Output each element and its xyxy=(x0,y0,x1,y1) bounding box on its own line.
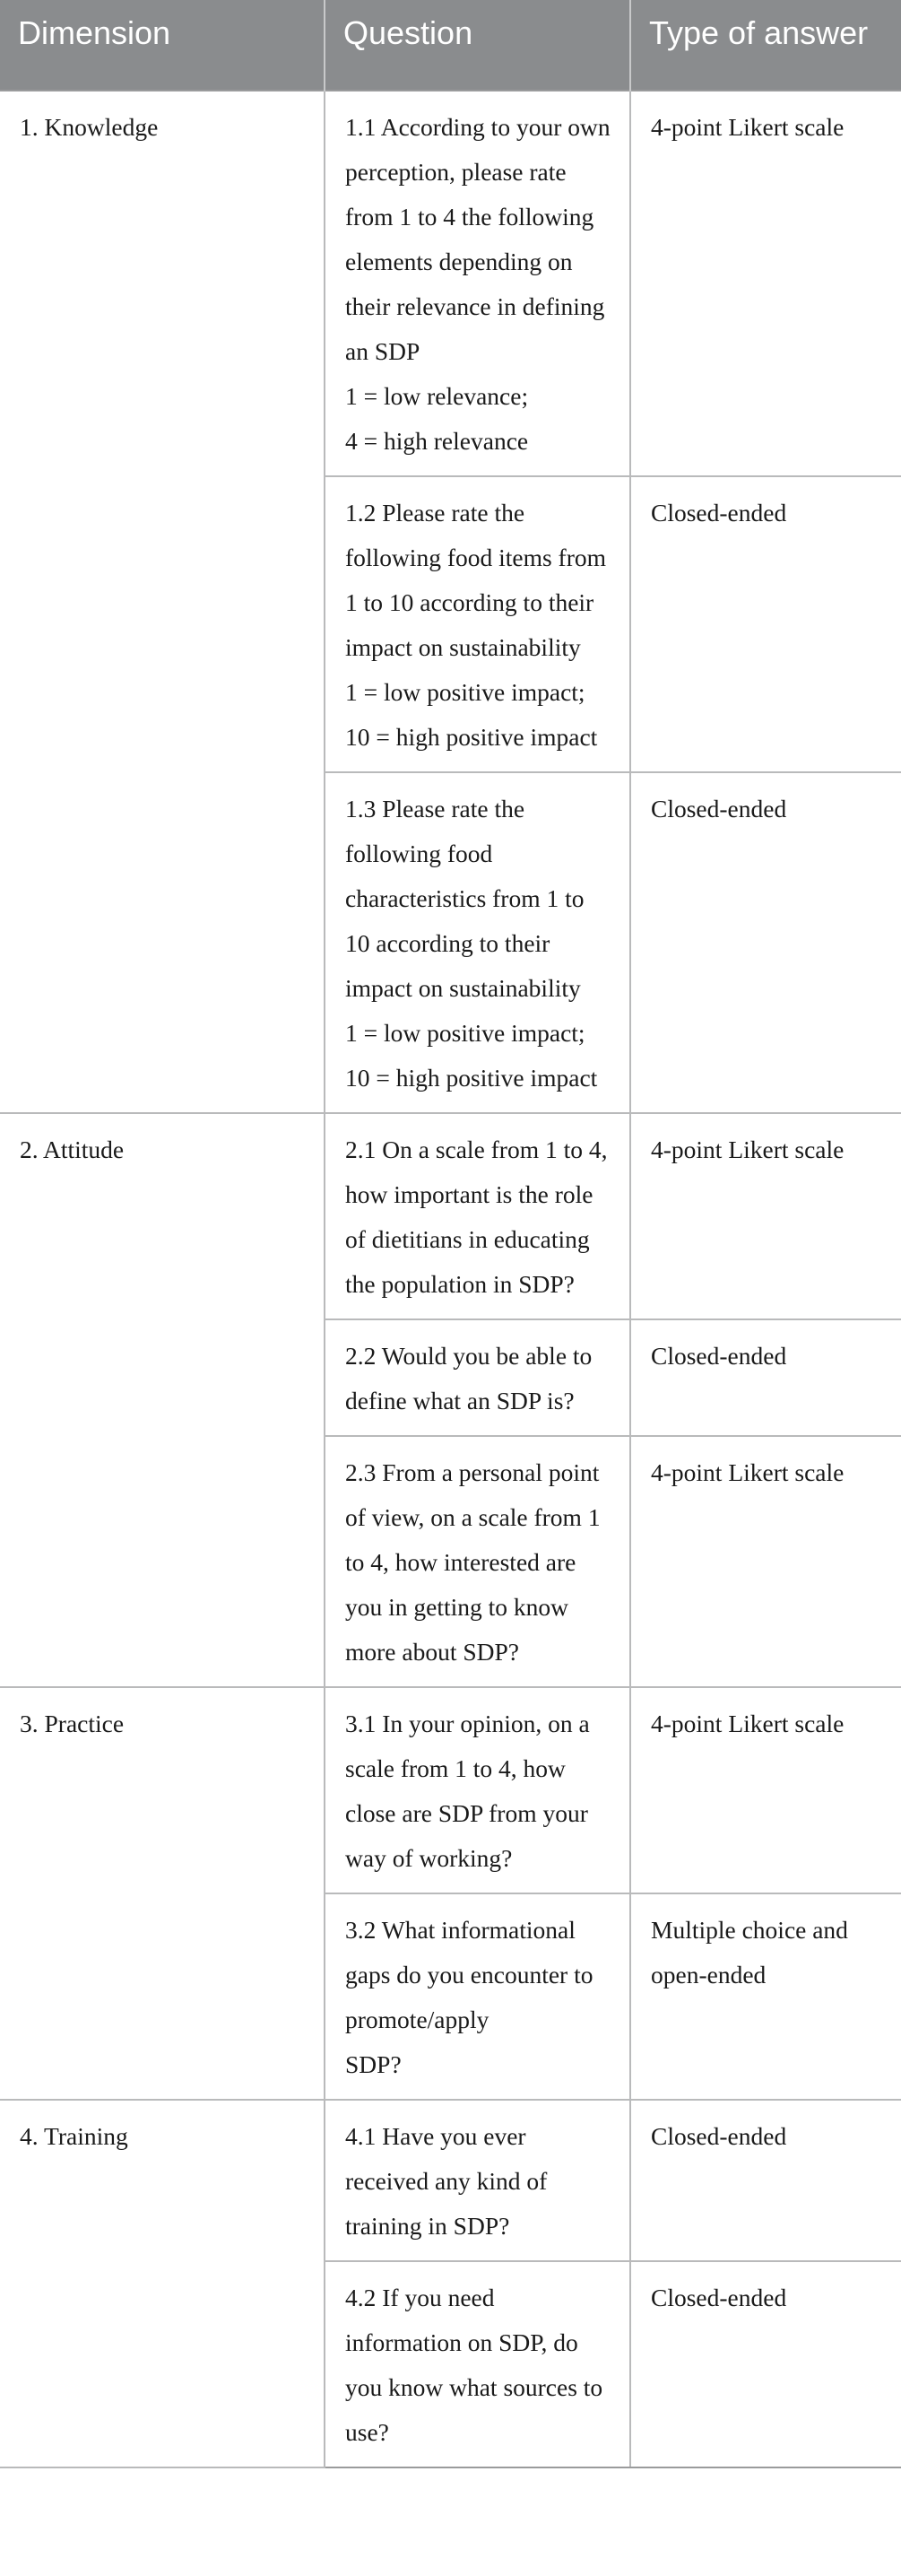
question-line: 2.3 From a personal point of view, on a scale from 1 to 4, how interested are you in getting to know more about SDP? xyxy=(345,1458,601,1666)
table-header xyxy=(0,0,901,91)
question-line: SDP? xyxy=(345,2050,402,2078)
question-line: 1 = low positive impact; xyxy=(345,1019,585,1047)
question-cell xyxy=(325,2261,630,2467)
question-cell xyxy=(325,1113,630,1319)
question-line: 4.2 If you need information on SDP, do you know what sources to use? xyxy=(345,2284,603,2446)
question-line: 1.1 According to your own perception, please rate from 1 to 4 the following elements depending on their relevance in defining an SDP xyxy=(345,113,611,365)
question-line: 10 = high positive impact xyxy=(345,1064,598,1092)
question-line: 1 = low relevance; xyxy=(345,382,529,410)
table-row xyxy=(0,1113,901,1319)
question-line: 3.2 What informational gaps do you encounter to promote/apply xyxy=(345,1916,593,2033)
question-line: 3.1 In your opinion, on a scale from 1 to 4, how close are SDP from your way of working? xyxy=(345,1710,590,1872)
question-line: 2.2 Would you be able to define what an SDP is? xyxy=(345,1342,593,1414)
header-dimension: Dimension xyxy=(0,0,325,91)
header-type-of-answer: Type of answer xyxy=(630,0,901,91)
dimension-cell: 2. Attitude xyxy=(0,1113,325,1687)
table-row xyxy=(0,2100,901,2261)
answer-type-cell: Closed-ended xyxy=(630,476,901,772)
answer-type-cell: Closed-ended xyxy=(630,2261,901,2467)
header-row xyxy=(0,0,901,91)
header-question: Question xyxy=(325,0,630,91)
question-line: 4 = high relevance xyxy=(345,427,529,455)
answer-type-cell: 4-point Likert scale xyxy=(630,91,901,476)
question-cell xyxy=(325,1893,630,2100)
question-cell xyxy=(325,1687,630,1893)
answer-type-cell: 4-point Likert scale xyxy=(630,1113,901,1319)
table-row xyxy=(0,91,901,476)
question-cell xyxy=(325,2100,630,2261)
answer-type-cell: 4-point Likert scale xyxy=(630,1436,901,1687)
question-line: 1.3 Please rate the following food characteristics from 1 to 10 according to their impact on sustainability xyxy=(345,795,585,1002)
answer-type-cell: 4-point Likert scale xyxy=(630,1687,901,1893)
question-line: 4.1 Have you ever received any kind of training in SDP? xyxy=(345,2122,548,2240)
dimension-cell: 4. Training xyxy=(0,2100,325,2467)
question-cell xyxy=(325,1319,630,1436)
question-line: 10 = high positive impact xyxy=(345,723,598,751)
question-line: 2.1 On a scale from 1 to 4, how important is the role of dietitians in educating the population in SDP? xyxy=(345,1136,608,1298)
dimension-cell: 1. Knowledge xyxy=(0,91,325,1113)
dimension-cell: 3. Practice xyxy=(0,1687,325,2100)
question-line: 1 = low positive impact; xyxy=(345,678,585,706)
table-body xyxy=(0,91,901,2467)
question-line: 1.2 Please rate the following food items from 1 to 10 according to their impact on sustainability xyxy=(345,499,607,661)
answer-type-cell: Multiple choice and open-ended xyxy=(630,1893,901,2100)
answer-type-cell: Closed-ended xyxy=(630,1319,901,1436)
answer-type-cell: Closed-ended xyxy=(630,2100,901,2261)
question-cell xyxy=(325,1436,630,1687)
answer-type-cell: Closed-ended xyxy=(630,772,901,1113)
question-cell xyxy=(325,476,630,772)
question-cell xyxy=(325,772,630,1113)
table-row xyxy=(0,1687,901,1893)
question-cell xyxy=(325,91,630,476)
